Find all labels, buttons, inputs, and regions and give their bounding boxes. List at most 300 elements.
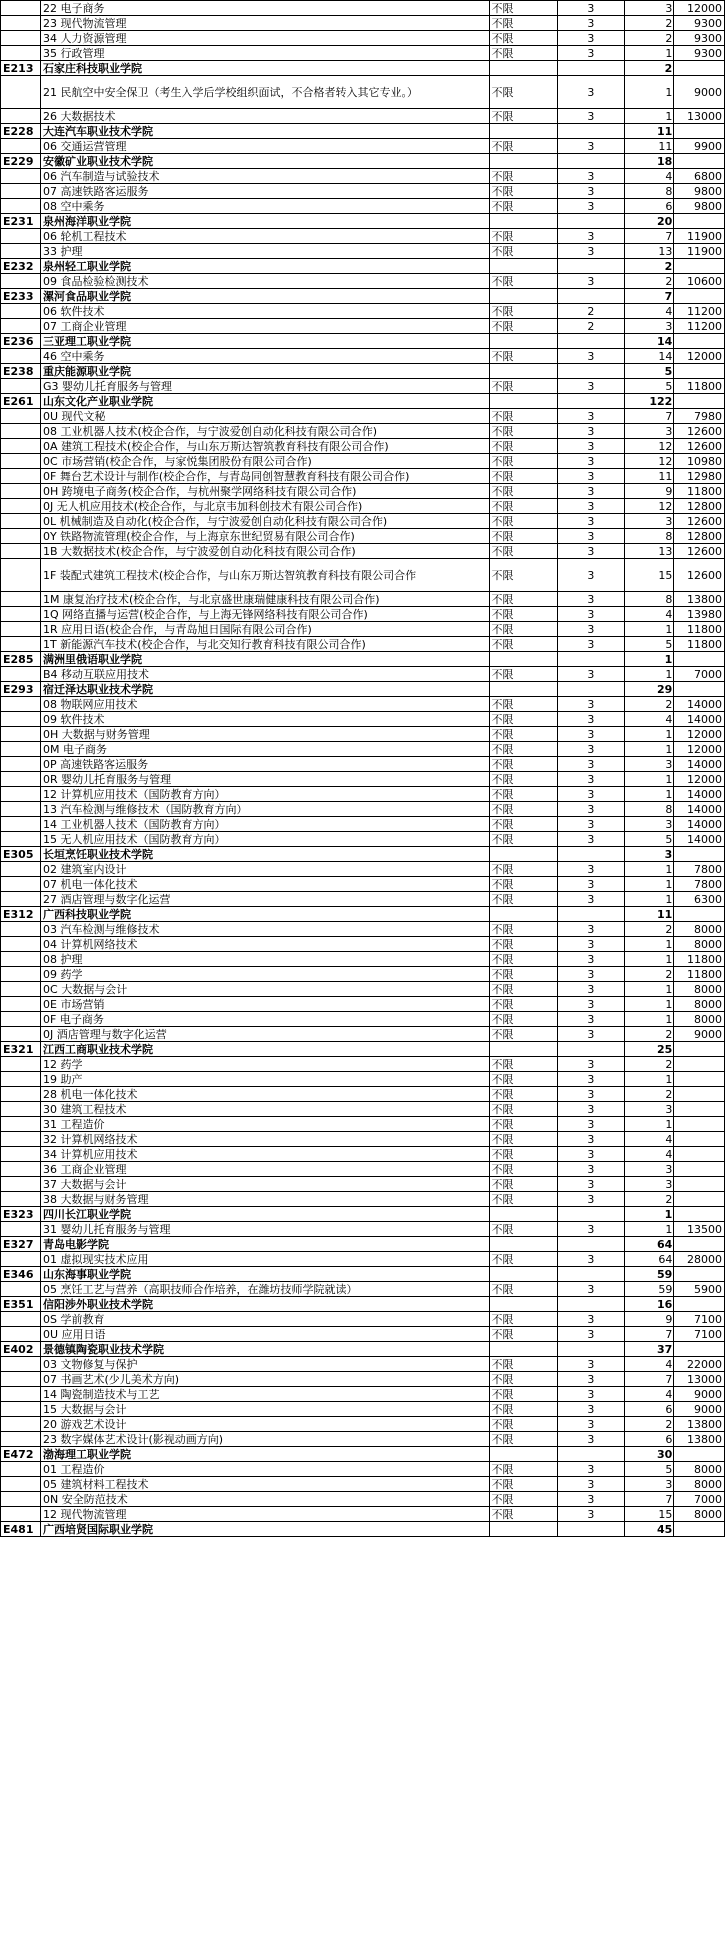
- fee-cell: 28000: [674, 1252, 725, 1267]
- count-cell: 3: [624, 514, 673, 529]
- name-cell: 广西培贤国际职业学院: [41, 1522, 490, 1537]
- school-row: [1, 124, 725, 139]
- school-row: [1, 259, 725, 274]
- table-row: [1, 1492, 725, 1507]
- school-code-cell: E321: [1, 1042, 41, 1057]
- count-cell: 1: [624, 622, 673, 637]
- count-cell: 1: [624, 109, 673, 124]
- fee-cell: 9000: [674, 76, 725, 109]
- count-cell: 1: [624, 772, 673, 787]
- count-cell: 30: [624, 1447, 673, 1462]
- limit-cell: [489, 1342, 557, 1357]
- fee-cell: [674, 1147, 725, 1162]
- years-cell: [557, 334, 624, 349]
- fee-cell: 9900: [674, 139, 725, 154]
- fee-cell: 12800: [674, 499, 725, 514]
- limit-cell: 不限: [489, 592, 557, 607]
- fee-cell: 6800: [674, 169, 725, 184]
- school-code-cell: [1, 1282, 41, 1297]
- limit-cell: 不限: [489, 1462, 557, 1477]
- table-row: [1, 1387, 725, 1402]
- table-row: [1, 229, 725, 244]
- school-code-cell: [1, 499, 41, 514]
- table-row: [1, 1222, 725, 1237]
- table-row: [1, 544, 725, 559]
- limit-cell: 不限: [489, 607, 557, 622]
- limit-cell: 不限: [489, 169, 557, 184]
- fee-cell: 12600: [674, 559, 725, 592]
- count-cell: 2: [624, 1192, 673, 1207]
- table-row: [1, 304, 725, 319]
- count-cell: 1: [624, 76, 673, 109]
- fee-cell: 13800: [674, 1432, 725, 1447]
- years-cell: 3: [557, 1162, 624, 1177]
- fee-cell: 9300: [674, 31, 725, 46]
- limit-cell: 不限: [489, 622, 557, 637]
- years-cell: 3: [557, 1372, 624, 1387]
- limit-cell: [489, 259, 557, 274]
- table-row: [1, 982, 725, 997]
- count-cell: 7: [624, 289, 673, 304]
- years-cell: 3: [557, 607, 624, 622]
- fee-cell: [674, 1087, 725, 1102]
- name-cell: 1T 新能源汽车技术(校企合作，与北交知行教育科技有限公司合作): [41, 637, 490, 652]
- name-cell: 23 现代物流管理: [41, 16, 490, 31]
- limit-cell: 不限: [489, 274, 557, 289]
- limit-cell: 不限: [489, 409, 557, 424]
- count-cell: 1: [624, 727, 673, 742]
- fee-cell: [674, 1447, 725, 1462]
- name-cell: 38 大数据与财务管理: [41, 1192, 490, 1207]
- name-cell: 12 药学: [41, 1057, 490, 1072]
- school-code-cell: [1, 1312, 41, 1327]
- fee-cell: 13980: [674, 607, 725, 622]
- count-cell: 1: [624, 1117, 673, 1132]
- name-cell: 12 计算机应用技术（国防教育方向）: [41, 787, 490, 802]
- count-cell: 8: [624, 184, 673, 199]
- school-code-cell: [1, 424, 41, 439]
- count-cell: 1: [624, 787, 673, 802]
- name-cell: 0H 大数据与财务管理: [41, 727, 490, 742]
- years-cell: 3: [557, 1072, 624, 1087]
- table-row: [1, 712, 725, 727]
- table-row: [1, 499, 725, 514]
- limit-cell: 不限: [489, 229, 557, 244]
- count-cell: 7: [624, 229, 673, 244]
- table-row: [1, 787, 725, 802]
- count-cell: 64: [624, 1252, 673, 1267]
- name-cell: 15 无人机应用技术（国防教育方向）: [41, 832, 490, 847]
- name-cell: 0F 舞台艺术设计与制作(校企合作，与青岛同创智慧教育科技有限公司合作): [41, 469, 490, 484]
- table-row: [1, 424, 725, 439]
- limit-cell: [489, 1042, 557, 1057]
- years-cell: 3: [557, 1057, 624, 1072]
- name-cell: 07 书画艺术(少儿美术方向): [41, 1372, 490, 1387]
- count-cell: 15: [624, 559, 673, 592]
- fee-cell: 11800: [674, 637, 725, 652]
- count-cell: 2: [624, 1087, 673, 1102]
- name-cell: 0U 应用日语: [41, 1327, 490, 1342]
- count-cell: 4: [624, 712, 673, 727]
- count-cell: 12: [624, 439, 673, 454]
- fee-cell: [674, 1057, 725, 1072]
- table-row: [1, 1057, 725, 1072]
- limit-cell: 不限: [489, 139, 557, 154]
- school-code-cell: [1, 274, 41, 289]
- count-cell: 45: [624, 1522, 673, 1537]
- limit-cell: [489, 1267, 557, 1282]
- school-code-cell: [1, 529, 41, 544]
- school-code-cell: E402: [1, 1342, 41, 1357]
- school-code-cell: [1, 1402, 41, 1417]
- limit-cell: 不限: [489, 922, 557, 937]
- limit-cell: 不限: [489, 937, 557, 952]
- name-cell: 信阳涉外职业技术学院: [41, 1297, 490, 1312]
- name-cell: 20 游戏艺术设计: [41, 1417, 490, 1432]
- name-cell: 32 计算机网络技术: [41, 1132, 490, 1147]
- limit-cell: 不限: [489, 1072, 557, 1087]
- name-cell: 01 虚拟现实技术应用: [41, 1252, 490, 1267]
- table-row: [1, 529, 725, 544]
- years-cell: 3: [557, 787, 624, 802]
- fee-cell: [674, 1162, 725, 1177]
- table-row: [1, 607, 725, 622]
- fee-cell: 11900: [674, 244, 725, 259]
- table-row: [1, 1357, 725, 1372]
- school-code-cell: E346: [1, 1267, 41, 1282]
- school-code-cell: [1, 1027, 41, 1042]
- school-code-cell: [1, 667, 41, 682]
- school-row: [1, 334, 725, 349]
- fee-cell: 12000: [674, 349, 725, 364]
- fee-cell: [674, 1342, 725, 1357]
- count-cell: 2: [624, 31, 673, 46]
- table-row: [1, 349, 725, 364]
- fee-cell: 13500: [674, 1222, 725, 1237]
- name-cell: 33 护理: [41, 244, 490, 259]
- years-cell: 3: [557, 1462, 624, 1477]
- count-cell: 5: [624, 1462, 673, 1477]
- limit-cell: [489, 847, 557, 862]
- fee-cell: 12600: [674, 514, 725, 529]
- name-cell: 0R 婴幼儿托育服务与管理: [41, 772, 490, 787]
- name-cell: 1M 康复治疗技术(校企合作，与北京盛世康瑞健康科技有限公司合作): [41, 592, 490, 607]
- fee-cell: 7100: [674, 1327, 725, 1342]
- years-cell: 3: [557, 109, 624, 124]
- count-cell: 1: [624, 952, 673, 967]
- fee-cell: 11800: [674, 952, 725, 967]
- name-cell: 漯河食品职业学院: [41, 289, 490, 304]
- fee-cell: 8000: [674, 922, 725, 937]
- count-cell: 1: [624, 1207, 673, 1222]
- name-cell: 34 人力资源管理: [41, 31, 490, 46]
- school-code-cell: E213: [1, 61, 41, 76]
- limit-cell: [489, 61, 557, 76]
- school-code-cell: [1, 862, 41, 877]
- count-cell: 4: [624, 304, 673, 319]
- years-cell: 3: [557, 697, 624, 712]
- limit-cell: [489, 124, 557, 139]
- table-row: [1, 1117, 725, 1132]
- count-cell: 13: [624, 544, 673, 559]
- years-cell: 3: [557, 424, 624, 439]
- name-cell: 0C 市场营销(校企合作，与家悦集团股份有限公司合作): [41, 454, 490, 469]
- limit-cell: 不限: [489, 1162, 557, 1177]
- school-code-cell: [1, 76, 41, 109]
- fee-cell: [674, 1102, 725, 1117]
- fee-cell: 8000: [674, 1477, 725, 1492]
- school-row: [1, 394, 725, 409]
- years-cell: 3: [557, 31, 624, 46]
- years-cell: 3: [557, 967, 624, 982]
- limit-cell: 不限: [489, 319, 557, 334]
- limit-cell: 不限: [489, 712, 557, 727]
- years-cell: 3: [557, 1327, 624, 1342]
- school-code-cell: [1, 1087, 41, 1102]
- years-cell: 3: [557, 937, 624, 952]
- name-cell: 08 护理: [41, 952, 490, 967]
- table-row: [1, 1372, 725, 1387]
- fee-cell: 11900: [674, 229, 725, 244]
- name-cell: 06 交通运营管理: [41, 139, 490, 154]
- table-row: [1, 469, 725, 484]
- years-cell: 3: [557, 484, 624, 499]
- limit-cell: [489, 1447, 557, 1462]
- name-cell: 景德镇陶瓷职业技术学院: [41, 1342, 490, 1357]
- table-row: [1, 967, 725, 982]
- name-cell: 07 工商企业管理: [41, 319, 490, 334]
- limit-cell: [489, 154, 557, 169]
- limit-cell: 不限: [489, 1417, 557, 1432]
- name-cell: 14 陶瓷制造技术与工艺: [41, 1387, 490, 1402]
- years-cell: [557, 907, 624, 922]
- school-code-cell: E323: [1, 1207, 41, 1222]
- school-code-cell: [1, 1492, 41, 1507]
- count-cell: 8: [624, 592, 673, 607]
- fee-cell: 6300: [674, 892, 725, 907]
- fee-cell: [674, 214, 725, 229]
- name-cell: 山东海事职业学院: [41, 1267, 490, 1282]
- years-cell: [557, 1267, 624, 1282]
- limit-cell: 不限: [489, 304, 557, 319]
- table-row: [1, 1, 725, 16]
- name-cell: 04 计算机网络技术: [41, 937, 490, 952]
- count-cell: 5: [624, 379, 673, 394]
- name-cell: 0A 建筑工程技术(校企合作，与山东万斯达智筑教育科技有限公司合作): [41, 439, 490, 454]
- count-cell: 4: [624, 1357, 673, 1372]
- school-code-cell: [1, 877, 41, 892]
- name-cell: 泉州轻工职业学院: [41, 259, 490, 274]
- count-cell: 7: [624, 1327, 673, 1342]
- name-cell: B4 移动互联应用技术: [41, 667, 490, 682]
- name-cell: 09 药学: [41, 967, 490, 982]
- count-cell: 29: [624, 682, 673, 697]
- name-cell: 1R 应用日语(校企合作，与青岛旭日国际有限公司合作): [41, 622, 490, 637]
- school-row: [1, 364, 725, 379]
- count-cell: 1: [624, 877, 673, 892]
- school-code-cell: [1, 922, 41, 937]
- name-cell: 09 软件技术: [41, 712, 490, 727]
- fee-cell: 14000: [674, 832, 725, 847]
- school-code-cell: [1, 1327, 41, 1342]
- school-code-cell: [1, 1, 41, 16]
- school-code-cell: [1, 1177, 41, 1192]
- years-cell: 3: [557, 499, 624, 514]
- count-cell: 122: [624, 394, 673, 409]
- years-cell: 3: [557, 1282, 624, 1297]
- count-cell: 64: [624, 1237, 673, 1252]
- fee-cell: [674, 1042, 725, 1057]
- name-cell: 31 工程造价: [41, 1117, 490, 1132]
- years-cell: 3: [557, 199, 624, 214]
- table-row: [1, 1102, 725, 1117]
- count-cell: 1: [624, 1072, 673, 1087]
- limit-cell: 不限: [489, 1192, 557, 1207]
- count-cell: 3: [624, 424, 673, 439]
- school-code-cell: E293: [1, 682, 41, 697]
- school-code-cell: E232: [1, 259, 41, 274]
- years-cell: [557, 652, 624, 667]
- name-cell: 13 汽车检测与维修技术（国防教育方向）: [41, 802, 490, 817]
- count-cell: 4: [624, 607, 673, 622]
- years-cell: 3: [557, 439, 624, 454]
- limit-cell: 不限: [489, 1057, 557, 1072]
- years-cell: 3: [557, 727, 624, 742]
- fee-cell: [674, 1237, 725, 1252]
- fee-cell: 8000: [674, 982, 725, 997]
- limit-cell: 不限: [489, 454, 557, 469]
- name-cell: 四川长江职业学院: [41, 1207, 490, 1222]
- name-cell: 07 机电一体化技术: [41, 877, 490, 892]
- name-cell: 山东文化产业职业学院: [41, 394, 490, 409]
- table-row: [1, 514, 725, 529]
- fee-cell: 14000: [674, 697, 725, 712]
- count-cell: 11: [624, 907, 673, 922]
- name-cell: 广西科技职业学院: [41, 907, 490, 922]
- years-cell: 3: [557, 982, 624, 997]
- school-code-cell: E229: [1, 154, 41, 169]
- table-row: [1, 1177, 725, 1192]
- table-row: [1, 31, 725, 46]
- limit-cell: 不限: [489, 529, 557, 544]
- table-row: [1, 1132, 725, 1147]
- count-cell: 11: [624, 139, 673, 154]
- limit-cell: 不限: [489, 439, 557, 454]
- limit-cell: 不限: [489, 424, 557, 439]
- years-cell: [557, 394, 624, 409]
- years-cell: [557, 1447, 624, 1462]
- name-cell: 0H 跨境电子商务(校企合作，与杭州聚学网络科技有限公司合作): [41, 484, 490, 499]
- years-cell: 3: [557, 559, 624, 592]
- limit-cell: 不限: [489, 1117, 557, 1132]
- school-code-cell: [1, 469, 41, 484]
- school-code-cell: E351: [1, 1297, 41, 1312]
- count-cell: 4: [624, 1387, 673, 1402]
- limit-cell: 不限: [489, 199, 557, 214]
- count-cell: 3: [624, 1162, 673, 1177]
- table-row: [1, 622, 725, 637]
- school-code-cell: [1, 997, 41, 1012]
- table-row: [1, 862, 725, 877]
- fee-cell: [674, 289, 725, 304]
- school-code-cell: [1, 1132, 41, 1147]
- limit-cell: 不限: [489, 1357, 557, 1372]
- fee-cell: 12600: [674, 544, 725, 559]
- table-row: [1, 244, 725, 259]
- fee-cell: [674, 61, 725, 76]
- school-code-cell: [1, 787, 41, 802]
- name-cell: 19 助产: [41, 1072, 490, 1087]
- school-code-cell: [1, 1147, 41, 1162]
- name-cell: 宿迁泽达职业技术学院: [41, 682, 490, 697]
- name-cell: 36 工商企业管理: [41, 1162, 490, 1177]
- school-code-cell: [1, 952, 41, 967]
- limit-cell: 不限: [489, 637, 557, 652]
- name-cell: 泉州海洋职业学院: [41, 214, 490, 229]
- name-cell: 21 民航空中安全保卫（考生入学后学校组织面试，不合格者转入其它专业。）: [41, 76, 490, 109]
- school-code-cell: [1, 592, 41, 607]
- count-cell: 9: [624, 1312, 673, 1327]
- limit-cell: [489, 682, 557, 697]
- limit-cell: 不限: [489, 1282, 557, 1297]
- table-row: [1, 922, 725, 937]
- school-row: [1, 1237, 725, 1252]
- limit-cell: [489, 289, 557, 304]
- limit-cell: [489, 1522, 557, 1537]
- school-code-cell: [1, 1057, 41, 1072]
- count-cell: 1: [624, 937, 673, 952]
- years-cell: 3: [557, 637, 624, 652]
- school-code-cell: [1, 409, 41, 424]
- school-code-cell: [1, 559, 41, 592]
- fee-cell: 12000: [674, 727, 725, 742]
- school-code-cell: [1, 139, 41, 154]
- count-cell: 1: [624, 667, 673, 682]
- count-cell: 1: [624, 862, 673, 877]
- school-code-cell: E285: [1, 652, 41, 667]
- fee-cell: [674, 364, 725, 379]
- fee-cell: 11800: [674, 379, 725, 394]
- years-cell: 3: [557, 1432, 624, 1447]
- years-cell: 3: [557, 169, 624, 184]
- count-cell: 4: [624, 1132, 673, 1147]
- school-code-cell: [1, 637, 41, 652]
- school-code-cell: [1, 1192, 41, 1207]
- count-cell: 2: [624, 274, 673, 289]
- limit-cell: 不限: [489, 997, 557, 1012]
- table-row: [1, 379, 725, 394]
- fee-cell: 8000: [674, 1462, 725, 1477]
- limit-cell: 不限: [489, 349, 557, 364]
- years-cell: 3: [557, 667, 624, 682]
- table-row: [1, 637, 725, 652]
- table-row: [1, 817, 725, 832]
- name-cell: 长垣烹饪职业技术学院: [41, 847, 490, 862]
- count-cell: 8: [624, 802, 673, 817]
- name-cell: 27 酒店管理与数字化运营: [41, 892, 490, 907]
- years-cell: 3: [557, 1222, 624, 1237]
- limit-cell: 不限: [489, 727, 557, 742]
- school-code-cell: E472: [1, 1447, 41, 1462]
- school-code-cell: [1, 697, 41, 712]
- name-cell: 0S 学前教育: [41, 1312, 490, 1327]
- name-cell: 05 烹饪工艺与营养（高职技师合作培养，在潍坊技师学院就读）: [41, 1282, 490, 1297]
- fee-cell: 14000: [674, 712, 725, 727]
- school-code-cell: [1, 439, 41, 454]
- name-cell: 06 轮机工程技术: [41, 229, 490, 244]
- limit-cell: 不限: [489, 1327, 557, 1342]
- limit-cell: 不限: [489, 31, 557, 46]
